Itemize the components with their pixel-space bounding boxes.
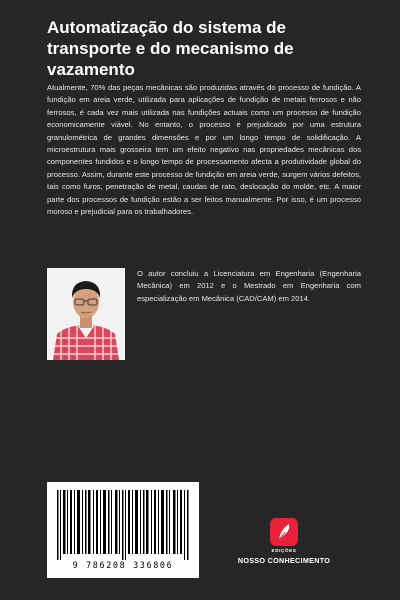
author-bio: O autor concluiu a Licenciatura em Engenharia (Engenharia Mecânica) em 2012 e o Mestrado em Engenharia com especialização em Mecânica (CAD/CAM) em 2014.	[137, 269, 361, 303]
publisher-feather-icon	[270, 518, 298, 546]
book-blurb: Atualmente, 70% das peças mecânicas são produzidas através do processo de fundição. A fundição em areia verde, utilizada para aplicações de fundição de metais ferrosos e não ferrosos, é cada vez mais utilizada nas fundições actuais como um processo de fundição economicamente viável. No entanto, o processo é prejudicado por uma estrutura granulométrica de grandes dimensões e por um longo tempo de solidificação. A microestrutura mais grosseira tem um efeito negativo nas propriedades mecânicas dos componentes fundidos e o longo tempo de processamento afecta a produtividade global do processo. Assim, durante este processo de fundição em areia verde, surgem vários defeitos, tais como furos, penetração de metal, caudas de rato, deslocação do molde, etc. A maior parte dos processos de fundição estão a ser feitos manualmente. Por isso, é um processo moroso e prejudicial para os trabalhadores.	[47, 83, 361, 217]
publisher-small-label: EDIÇÕES	[271, 548, 297, 553]
publisher-logo	[237, 518, 346, 568]
isbn-barcode	[47, 482, 199, 578]
author-portrait-image	[47, 268, 125, 360]
publisher-name: NOSSO CONHECIMENTO	[237, 556, 331, 565]
author-photo	[47, 268, 125, 360]
barcode-bars	[55, 490, 191, 560]
book-title: Automatização do sistema de transporte e do mecanismo de vazamento	[47, 18, 294, 79]
isbn-digits: 9 786208 336806	[72, 561, 174, 571]
